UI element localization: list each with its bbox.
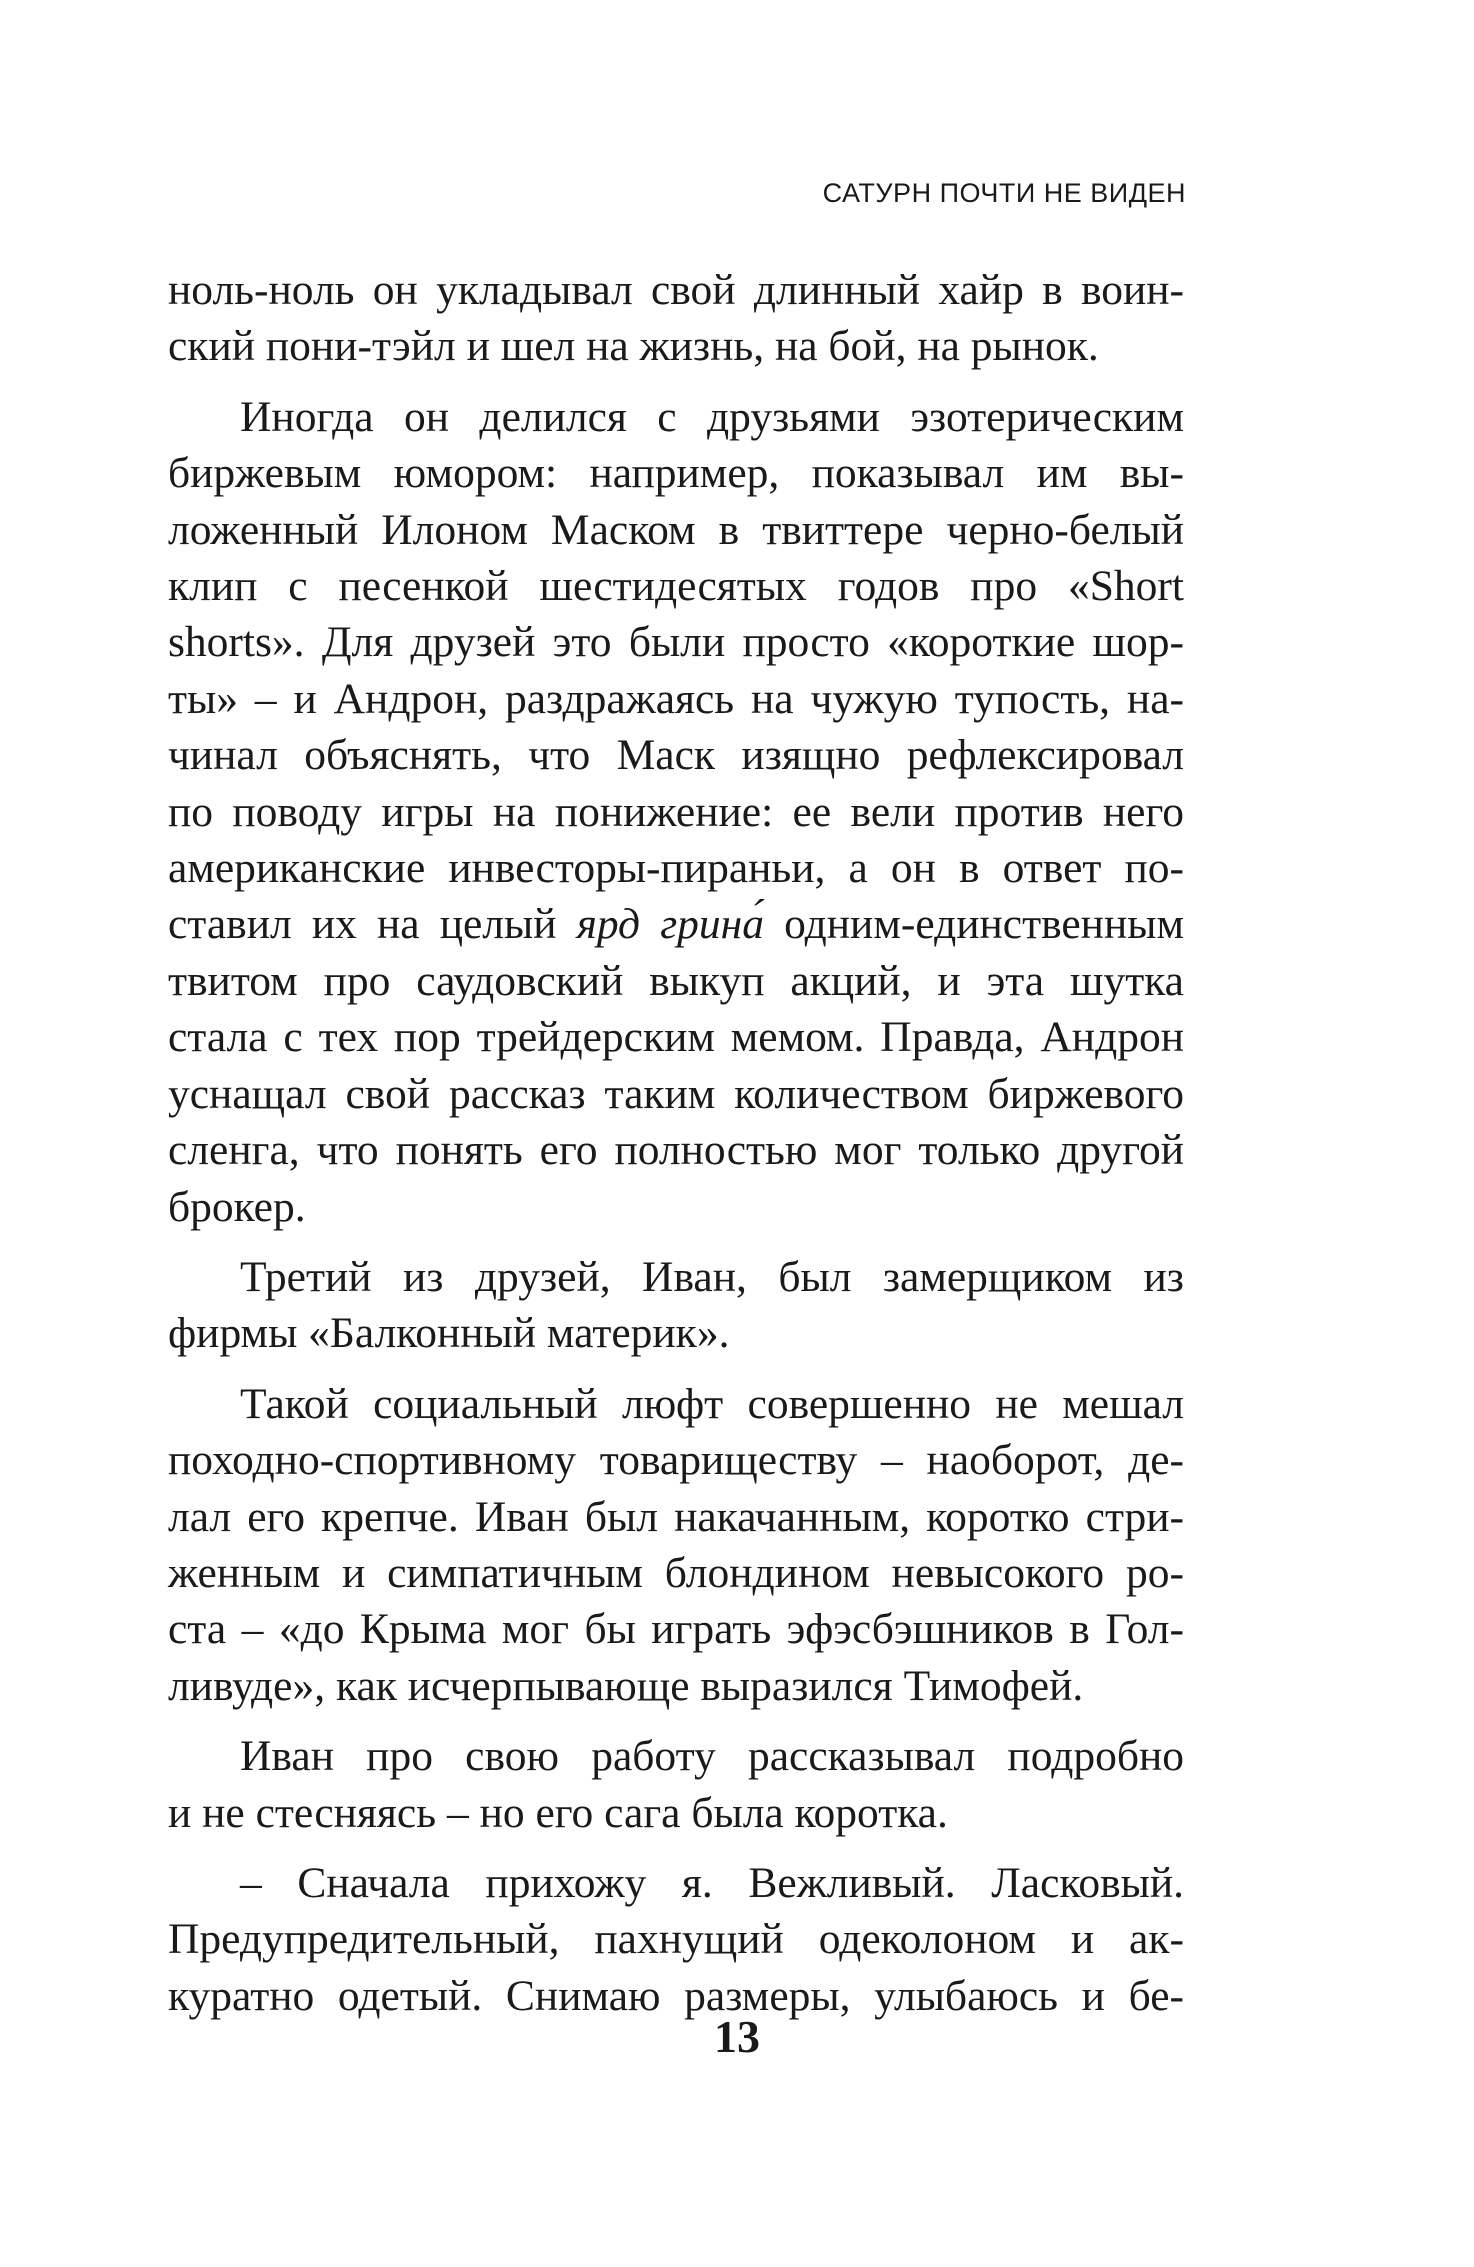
text-line: уснащал свой рассказ таким количеством биржевого [168, 1069, 1184, 1118]
paragraph [168, 262, 1184, 375]
running-head: САТУРН ПОЧТИ НЕ ВИДЕН [822, 178, 1186, 208]
text-line: Предупредительный, пахнущий одеколоном и ак- [168, 1915, 1184, 1964]
text-line: Третий из друзей, Иван, был замерщиком из [240, 1252, 1184, 1301]
text-line: ложенный Илоном Маском в твиттере черно-белый [168, 505, 1184, 554]
paragraph [168, 1855, 1184, 2024]
paragraph [168, 1249, 1184, 1362]
text-line-with-italic [168, 896, 1184, 952]
text-line: женным и симпатичным блондином невысокого ро- [168, 1548, 1184, 1597]
text-line: Иногда он делился с друзьями эзотерическим [240, 392, 1184, 441]
text-line: стала с тех пор трейдерским мемом. Правда, Андрон [168, 1013, 1184, 1062]
paragraph [168, 1376, 1184, 1714]
text-line: куратно одетый. Снимаю размеры, улыбаюсь и бе- [168, 1971, 1184, 2020]
text-line: лал его крепче. Иван был накачанным, коротко стри- [168, 1492, 1184, 1541]
text-line: ноль-ноль он укладывал свой длинный хайр в воин- [168, 266, 1184, 314]
paragraph [168, 1728, 1184, 1841]
text-line: и не стесняясь – но его сага была коротка. [168, 1788, 948, 1837]
text-line: чинал объяснять, что Маск изящно рефлексировал [168, 731, 1184, 780]
text-line: биржевым юмором: например, показывал им вы- [168, 449, 1184, 498]
text-line: ливуде», как исчерпывающе выразился Тимофей. [168, 1661, 1084, 1710]
page-number: 13 [714, 2011, 760, 2062]
text-line: ста – «до Крыма мог бы играть эфэсбэшников в Гол- [168, 1605, 1184, 1654]
text-fragment: одним-единственным [764, 900, 1184, 949]
text-fragment: ставил их на целый [168, 900, 577, 949]
text-line: сленга, что понять его полностью мог только другой [168, 1126, 1184, 1175]
text-line: – Сначала прихожу я. Вежливый. Ласковый. [240, 1858, 1184, 1907]
text-line: Иван про свою работу рассказывал подробно [240, 1732, 1184, 1781]
italic-phrase: ярд грина́ [576, 900, 764, 949]
text-line: американские инвесторы-пираньи, а он в ответ по- [168, 844, 1184, 893]
text-line: фирмы «Балконный материк». [168, 1309, 730, 1358]
text-line: shorts». Для друзей это были просто «короткие шор- [168, 618, 1184, 667]
text-line: походно-спортивному товариществу – наоборот, де- [168, 1436, 1184, 1485]
text-line: ский пони-тэйл и шел на жизнь, на бой, на рынок. [168, 322, 1099, 371]
text-line: ты» – и Андрон, раздражаясь на чужую тупость, на- [168, 674, 1184, 723]
paragraph [168, 389, 1184, 1235]
text-line: по поводу игры на понижение: ее вели против него [168, 787, 1184, 836]
text-line: Такой социальный люфт совершенно не мешал [240, 1379, 1184, 1428]
body-text [168, 262, 1184, 2024]
text-line: клип с песенкой шестидесятых годов про «Short [168, 562, 1184, 611]
text-line: брокер. [168, 1182, 306, 1231]
text-line: твитом про саудовский выкуп акций, и эта шутка [168, 956, 1184, 1005]
